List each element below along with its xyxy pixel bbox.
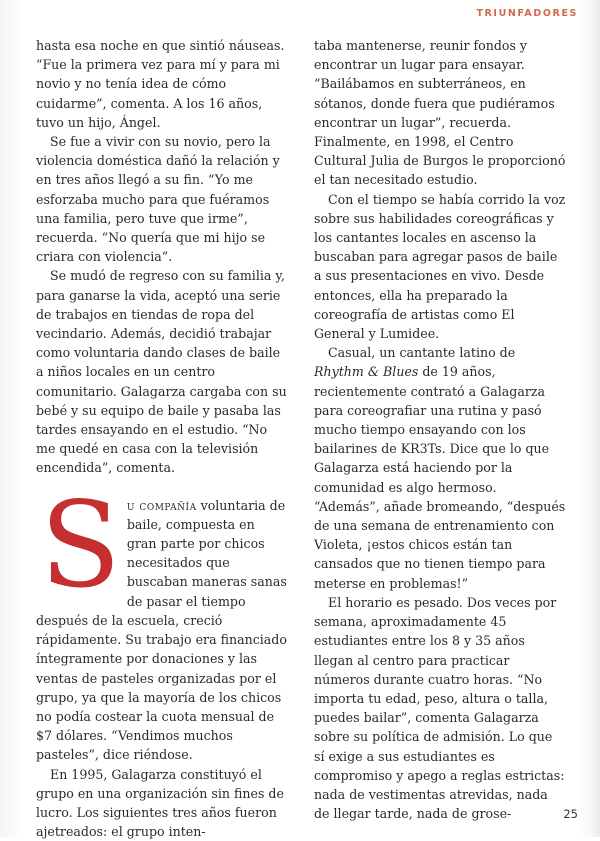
right-paragraph-4: El horario es pesado. Dos veces por semana, aproximadamente 45 estudiantes entre los 8 y 35 años llegan al centro para practicar números durante cuatro horas. “No importa tu edad, peso, altura o talla, puedes bailar”, comenta Galagarza sobre su política de admisión. Lo que sí exige a sus estudiantes es compromiso y apego a reglas estrictas: nada de vestimentas atrevidas, nada de llegar tarde, nada de grose-: [314, 594, 565, 822]
left-column: [36, 36, 288, 841]
dropcap-letter: S: [40, 475, 121, 614]
right-paragraph-3-start: Casual, un cantante latino de: [328, 345, 516, 361]
left-paragraph-4-text: voluntaria de baile, compuesta en gran parte por chicos necesitados que buscaban maneras sanas de pasar el tiempo después de la escuela, creció rápidamente. Su trabajo era financiado íntegramente por donaciones y las ventas de pasteles organizadas por el grupo, ya que la mayoría de los chicos no podía costear la cuota mensual de $7 dólares. “Vendimos muchos pasteles”, dice riéndose.: [36, 497, 287, 763]
page-number: 25: [563, 807, 578, 821]
left-paragraph-1: hasta esa noche en que sintió náuseas. “Fue la primera vez para mí y para mi novio y no tenía idea de cómo cuidarme”, comenta. A los 16 años, tuvo un hijo, Ángel.: [36, 38, 285, 130]
genre-italic: Rhythm & Blues: [314, 364, 419, 380]
left-paragraph-2: Se fue a vivir con su novio, pero la violencia doméstica dañó la relación y en tres años llegó a su fin. “Yo me esforzaba mucho para que fuéramos una familia, pero tuve que irme”, recuerda. “No quería que mi hijo se criara con violencia”.: [36, 134, 280, 265]
dropcap-section: [36, 475, 288, 765]
page-edge-shadow: [592, 0, 600, 837]
right-paragraph-1: taba mantenerse, reunir fondos y encontrar un lugar para ensayar. “Bailábamos en subterráneos, en sótanos, donde fuera que pudiéramos encontrar un lugar”, recuerda. Finalmente, en 1998, el Centro Cultural Julia de Burgos le proporcionó el tan necesitado estudio.: [314, 38, 566, 188]
right-paragraph-3-end: de 19 años, recientemente contrató a Galagarza para coreografiar una rutina y pasó mucho tiempo ensayando con los bailarines de KR3Ts. Dice que lo que Galagarza está haciendo por la comunidad es algo hermoso. “Además”, añade bromeando, “después de una semana de entrenamiento con Violeta, ¡estos chicos están tan cansados que no tienen tiempo para meterse en problemas!”: [314, 364, 566, 591]
left-paragraph-5: En 1995, Galagarza constituyó el grupo en una organización sin fines de lucro. Los siguientes tres años fueron ajetreados: el grupo inten-: [36, 766, 284, 840]
right-paragraph-2: Con el tiempo se había corrido la voz sobre sus habilidades coreográficas y los cantantes locales en ascenso la buscaban para agregar pasos de baile a sus presentaciones en vivo. Desde entonces, ella ha preparado la coreografía de artistas como El General y Lumidee.: [314, 191, 566, 342]
lead-in-smallcaps: u compañía: [126, 497, 197, 513]
section-label: TRIUNFADORES: [476, 8, 578, 19]
right-column: [314, 36, 566, 823]
right-paragraph-3: [314, 343, 566, 593]
left-paragraph-3: Se mudó de regreso con su familia y, para ganarse la vida, aceptó una serie de trabajos en tiendas de ropa del vecindario. Además, decidió trabajar como voluntaria dando clases de baile a niños locales en un centro comunitario. Galagarza cargaba con su bebé y su equipo de baile y pasaba las tardes ensayando en el estudio. “No me quedé en casa con la televisión encendida”, comenta.: [36, 268, 287, 476]
